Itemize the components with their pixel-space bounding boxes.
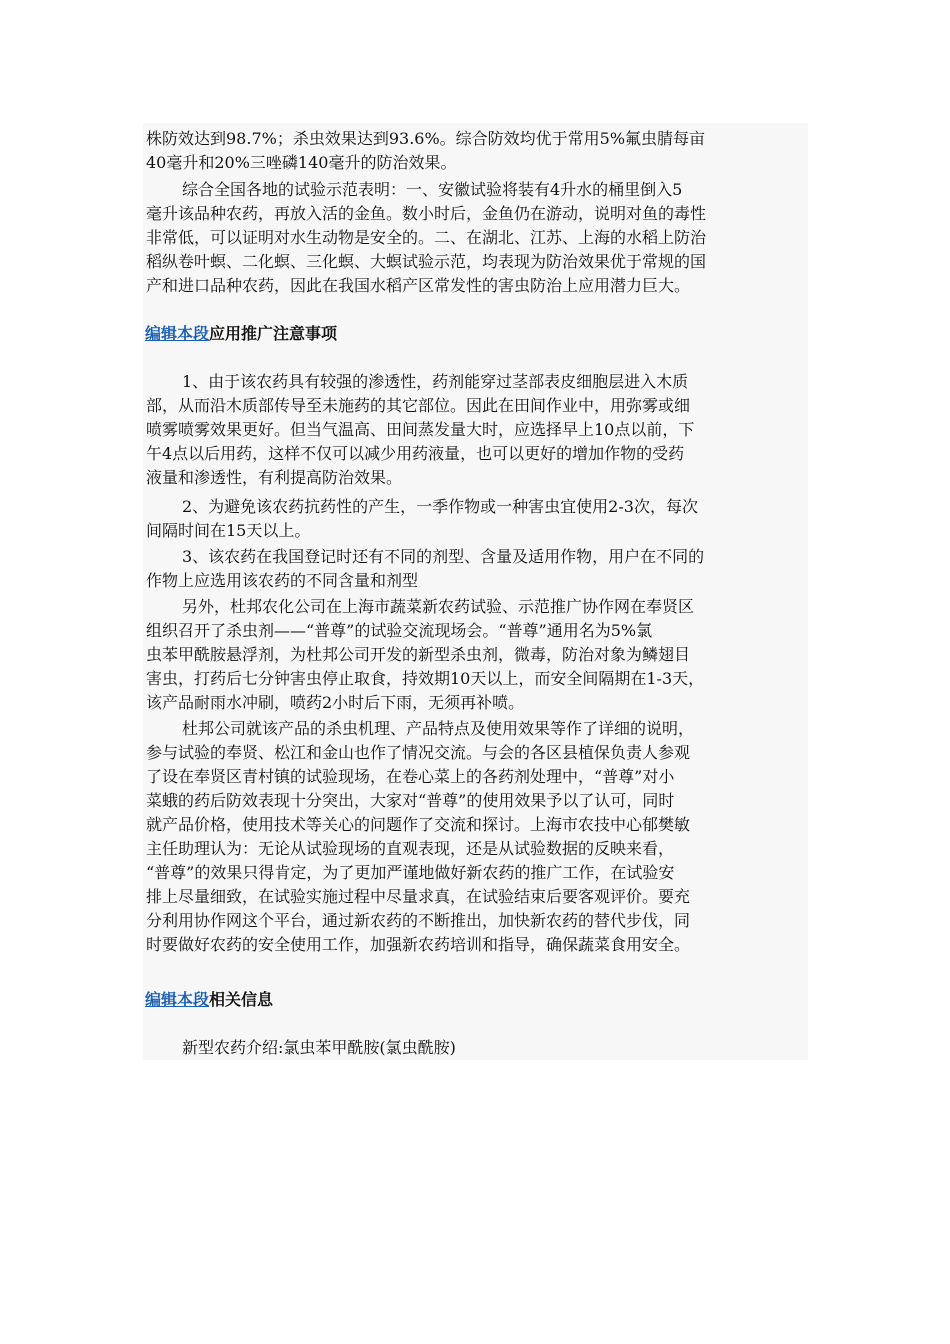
body-text-line: 分利用协作网这个平台，通过新农药的不断推出，加快新农药的替代步伐，同 bbox=[146, 911, 691, 930]
edit-section-link[interactable]: 编辑本段 bbox=[145, 990, 210, 1009]
body-text-line: 间隔时间在15天以上。 bbox=[146, 521, 311, 540]
body-text-line: 另外，杜邦农化公司在上海市蔬菜新农药试验、示范推广协作网在奉贤区 bbox=[182, 597, 695, 616]
body-text-line: 午4点以后用药，这样不仅可以减少用药液量，也可以更好的增加作物的受药 bbox=[146, 444, 685, 463]
body-text-line: 害虫，打药后七分钟害虫停止取食，持效期10天以上，而安全间隔期在1-3天， bbox=[146, 669, 705, 688]
body-text-line: 株防效达到98.7%；杀虫效果达到93.6%。综合防效均优于常用5%氟虫腈每亩 bbox=[146, 129, 706, 148]
edit-section-link[interactable]: 编辑本段 bbox=[145, 324, 210, 343]
section-title: 应用推广注意事项 bbox=[209, 324, 338, 343]
body-text-line: 该产品耐雨水冲刷，喷药2小时后下雨，无须再补喷。 bbox=[146, 693, 525, 712]
body-text-line: 作物上应选用该农药的不同含量和剂型 bbox=[146, 571, 419, 590]
body-text-line: 2、为避免该农药抗药性的产生，一季作物或一种害虫宜使用2-3次，每次 bbox=[182, 497, 698, 516]
body-text-line: 就产品价格，使用技术等关心的问题作了交流和探讨。上海市农技中心郁樊敏 bbox=[146, 815, 691, 834]
body-text-line: 了设在奉贤区青村镇的试验现场，在卷心菜上的各药剂处理中，“普尊”对小 bbox=[146, 767, 675, 786]
body-text-line: 主任助理认为：无论从试验现场的直观表现，还是从试验数据的反映来看， bbox=[146, 839, 675, 858]
body-text-line: 1、由于该农药具有较强的渗透性，药剂能穿过茎部表皮细胞层进入木质 bbox=[182, 372, 689, 391]
body-text-line: 排上尽量细致，在试验实施过程中尽量求真，在试验结束后要客观评价。要充 bbox=[146, 887, 691, 906]
body-text-line: 稻纵卷叶螟、二化螟、三化螟、大螟试验示范，均表现为防治效果优于常规的国 bbox=[146, 252, 707, 271]
section-heading bbox=[145, 988, 273, 1012]
body-text-line: 虫苯甲酰胺悬浮剂，为杜邦公司开发的新型杀虫剂，微毒，防治对象为鳞翅目 bbox=[146, 645, 691, 664]
body-text-line: “普尊”的效果只得肯定，为了更加严谨地做好新农药的推广工作，在试验安 bbox=[146, 863, 675, 882]
body-text-line: 参与试验的奉贤、松江和金山也作了情况交流。与会的各区县植保负责人参观 bbox=[146, 743, 691, 762]
body-text-line: 组织召开了杀虫剂——“普尊”的试验交流现场会。“普尊”通用名为5%氯 bbox=[146, 621, 653, 640]
body-text-line: 液量和渗透性，有利提高防治效果。 bbox=[146, 468, 403, 487]
body-text-line: 部，从而沿木质部传导至未施药的其它部位。因此在田间作业中，用弥雾或细 bbox=[146, 396, 691, 415]
body-text-line: 杜邦公司就该产品的杀虫机理、产品特点及使用效果等作了详细的说明， bbox=[182, 719, 695, 738]
body-text-line: 毫升该品种农药，再放入活的金鱼。数小时后，金鱼仍在游动，说明对鱼的毒性 bbox=[146, 204, 707, 223]
body-text-line: 非常低，可以证明对水生动物是安全的。二、在湖北、江苏、上海的水稻上防治 bbox=[146, 228, 707, 247]
body-text-line: 菜蛾的药后防效表现十分突出，大家对“普尊”的使用效果予以了认可，同时 bbox=[146, 791, 675, 810]
section-heading bbox=[145, 322, 337, 346]
body-text-line: 喷雾喷雾效果更好。但当气温高、田间蒸发量大时，应选择早上10点以前，下 bbox=[146, 420, 695, 439]
body-text-line: 新型农药介绍:氯虫苯甲酰胺(氯虫酰胺) bbox=[182, 1038, 456, 1057]
section-title: 相关信息 bbox=[209, 990, 274, 1009]
body-text-line: 40毫升和20%三唑磷140毫升的防治效果。 bbox=[146, 153, 457, 172]
body-text-line: 时要做好农药的安全使用工作，加强新农药培训和指导，确保蔬菜食用安全。 bbox=[146, 935, 691, 954]
body-text-line: 产和进口品种农药，因此在我国水稻产区常发性的害虫防治上应用潜力巨大。 bbox=[146, 276, 691, 295]
body-text-line: 综合全国各地的试验示范表明：一、安徽试验将装有4升水的桶里倒入5 bbox=[182, 180, 683, 199]
body-text-line: 3、该农药在我国登记时还有不同的剂型、含量及适用作物，用户在不同的 bbox=[182, 547, 705, 566]
